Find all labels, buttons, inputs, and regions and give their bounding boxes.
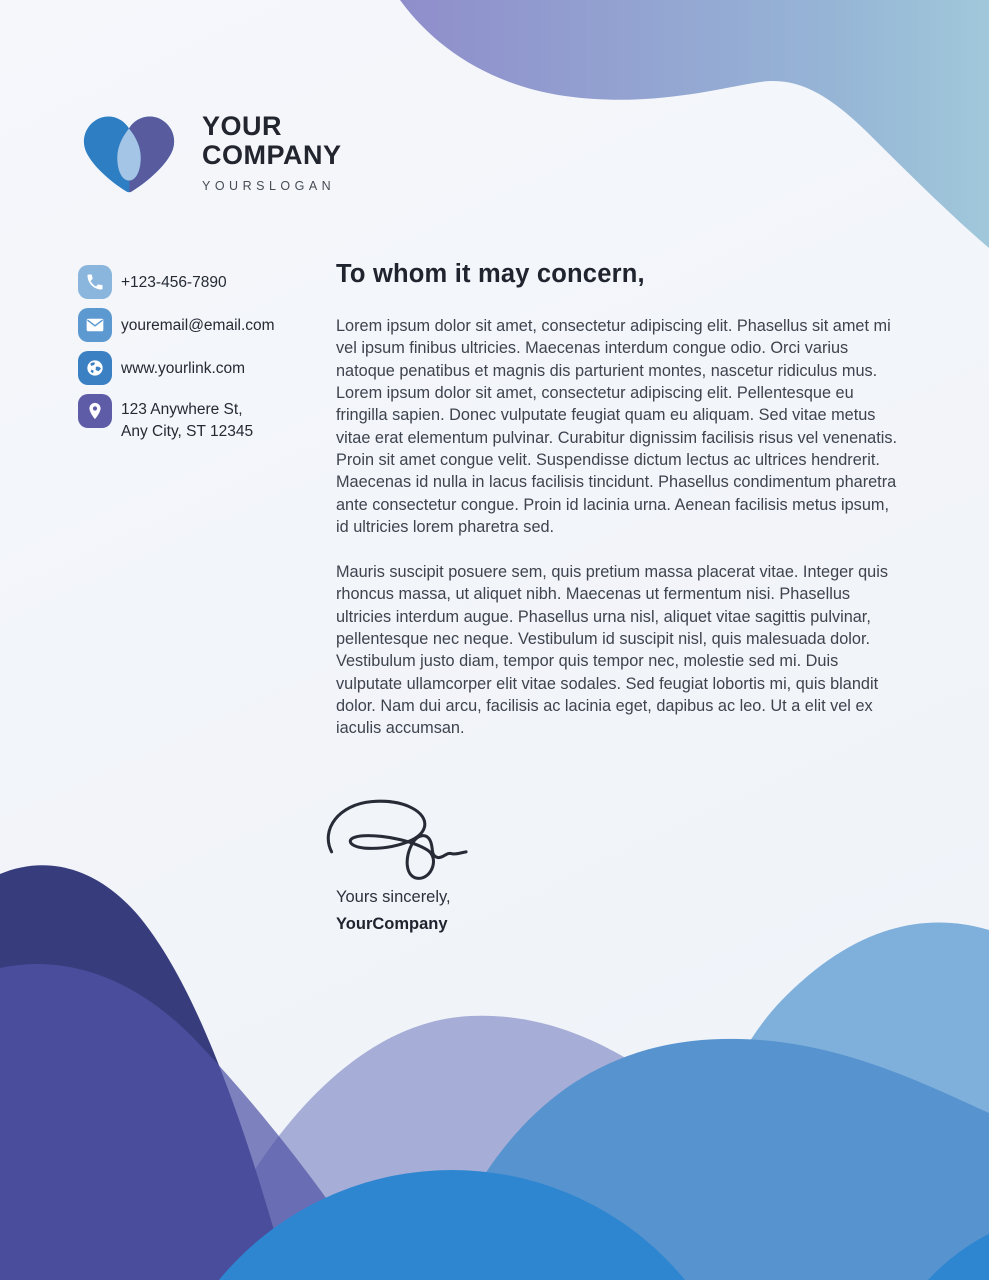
letter-paragraph-2: Mauris suscipit posuere sem, quis pretium massa placerat vitae. Integer quis rhoncus massa, ut aliquet nibh. Maecenas ut fermentum nisi. Phasellus ultricies interdum augue. Phasellus urna nisl, aliquet vitae sagittis pulvinar, pellentesque nec neque. Vestibulum id suscipit nisl, quis malesuada dolor. Vestibulum justo diam, tempor quis tempor nec, molestie sed mi. Duis vulputate ullamcorper elit vitae sodales. Sed feugiat lobortis mi, quis blandit dolor. Nam dui arcu, facilisis ac lacinia eget, dapibus ac leo. Ut a elit vel ex iaculis accumsan. xyxy=(336,563,888,738)
letter-salutation: To whom it may concern, xyxy=(336,260,645,288)
company-name-line2: COMPANY xyxy=(202,140,342,171)
phone-number: +123-456-7890 xyxy=(121,274,227,291)
top-wave-shape xyxy=(400,0,989,252)
address-line1: 123 Anywhere St, xyxy=(121,401,243,418)
contact-row-website xyxy=(78,351,308,385)
light-blue-hill xyxy=(663,923,989,1280)
medium-blue-hill xyxy=(432,1039,989,1280)
phone-icon xyxy=(78,265,112,299)
contact-row-phone xyxy=(78,265,308,299)
contact-row-address xyxy=(78,394,308,444)
postal-address xyxy=(121,394,253,444)
company-slogan: YOURSLOGAN xyxy=(202,178,336,193)
email-address: youremail@email.com xyxy=(121,317,275,334)
email-icon xyxy=(78,308,112,342)
contact-info xyxy=(78,265,308,453)
address-line2: Any City, ST 12345 xyxy=(121,423,254,441)
periwinkle-hill xyxy=(0,964,382,1280)
company-logo xyxy=(78,108,342,200)
website-url: www.yourlink.com xyxy=(121,360,246,377)
lavender-hill xyxy=(195,1016,905,1280)
company-name xyxy=(202,112,342,171)
location-icon xyxy=(78,394,112,428)
letter-closing: Yours sincerely, xyxy=(336,888,451,906)
signature-scribble xyxy=(320,795,472,885)
company-name-line1: YOUR xyxy=(202,111,283,141)
logo-heart-icon xyxy=(78,108,180,200)
letter-paragraph-1: Lorem ipsum dolor sit amet, consectetur adipiscing elit. Phasellus sit amet mi vel ipsum finibus ultricies. Maecenas interdum congue odio. Orci varius natoque penatibus et magnis dis parturient montes, nascetur ridiculus mus. Lorem ipsum dolor sit amet, consectetur adipiscing elit. Pellentesque eu fringilla sapien. Donec vulputate feugiat quam eu aliquam. Sed vitae metus vitae erat elementum pulvinar. Curabitur dignissim facilisis risus vel venenatis. Proin sit amet congue velit. Suspendisse dictum lectus ac ultrices hendrerit. Maecenas id nulla in lacus facilisis tincidunt. Phasellus condimentum pharetra ante consectetur congue. Proin id lacinia urna. Aenean facilisis metus ipsum, id ultricies lorem pharetra sed. xyxy=(336,317,898,536)
bright-blue-arc-left xyxy=(150,1170,754,1280)
bottom-waves-shape xyxy=(0,850,989,1280)
letter-signer: YourCompany xyxy=(336,915,448,933)
letter-body xyxy=(336,260,906,763)
globe-icon xyxy=(78,351,112,385)
bright-blue-arc-right xyxy=(870,1210,989,1280)
contact-row-email xyxy=(78,308,308,342)
dark-indigo-hill xyxy=(0,865,288,1280)
